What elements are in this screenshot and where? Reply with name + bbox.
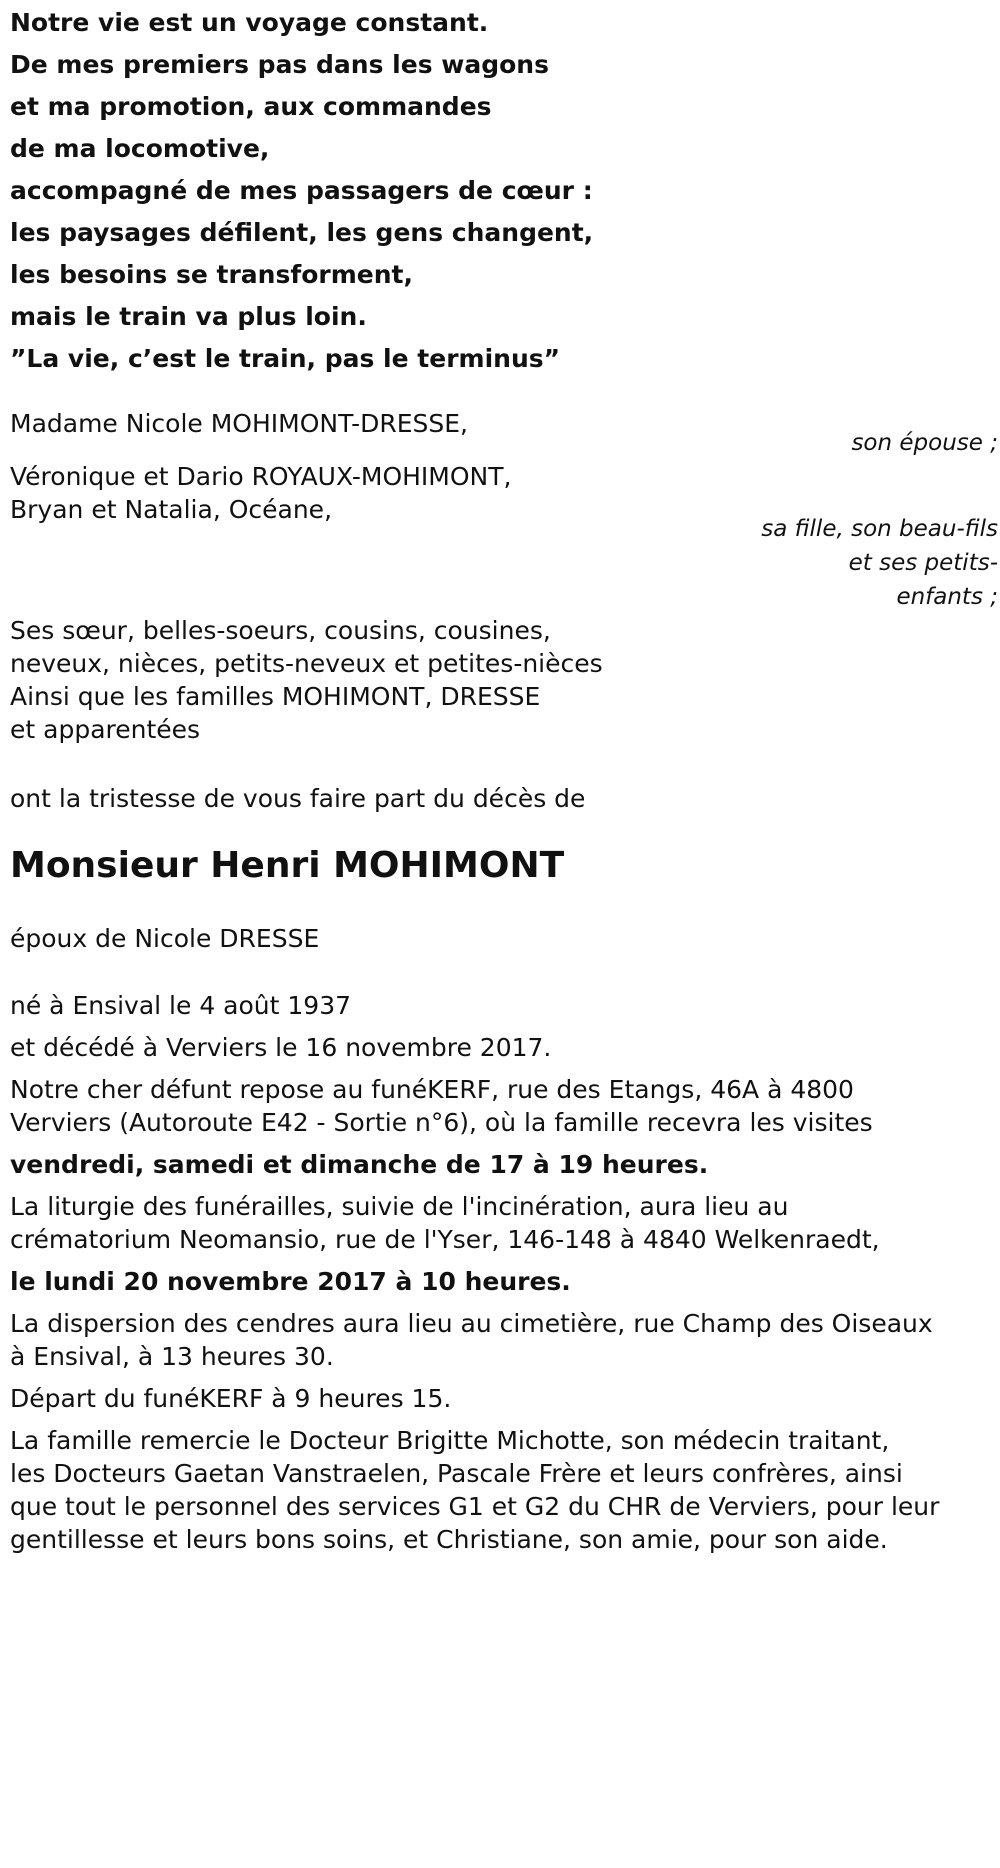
announcement: ont la tristesse de vous faire part du décès de (10, 784, 586, 813)
spouse-name: Madame Nicole MOHIMONT-DRESSE, (10, 409, 468, 438)
poem-line: de ma locomotive, (10, 134, 270, 163)
liturgy-line: La liturgie des funérailles, suivie de l'incinération, aura lieu au (10, 1192, 789, 1221)
thanks-line: gentillesse et leurs bons soins, et Christiane, son amie, pour son aide. (10, 1525, 888, 1554)
dispersion-line: La dispersion des cendres aura lieu au cimetière, rue Champ des Oiseaux (10, 1309, 933, 1338)
death-info: et décédé à Verviers le 16 novembre 2017. (10, 1033, 552, 1062)
relatives-line: Ainsi que les familles MOHIMONT, DRESSE (10, 682, 541, 711)
dispersion-line: à Ensival, à 13 heures 30. (10, 1342, 334, 1371)
children-relation: et ses petits- (848, 550, 998, 576)
thanks-line: La famille remercie le Docteur Brigitte Michotte, son médecin traitant, (10, 1426, 890, 1455)
visits-schedule: vendredi, samedi et dimanche de 17 à 19 heures. (10, 1150, 709, 1179)
repose-line: Verviers (Autoroute E42 - Sortie n°6), où la famille recevra les visites (10, 1108, 873, 1137)
poem-line: les besoins se transforment, (10, 260, 413, 289)
children-line: Bryan et Natalia, Océane, (10, 495, 333, 524)
children-relation: sa fille, son beau-fils (761, 516, 998, 542)
children-line: Véronique et Dario ROYAUX-MOHIMONT, (10, 462, 512, 491)
poem-line: De mes premiers pas dans les wagons (10, 50, 549, 79)
relatives-line: Ses sœur, belles-soeurs, cousins, cousines, (10, 616, 551, 645)
poem-line: accompagné de mes passagers de cœur : (10, 176, 593, 205)
poem-line: et ma promotion, aux commandes (10, 92, 492, 121)
thanks-line: que tout le personnel des services G1 et G2 du CHR de Verviers, pour leur (10, 1492, 940, 1521)
relatives-line: neveux, nièces, petits-neveux et petites-nièces (10, 649, 603, 678)
thanks-line: les Docteurs Gaetan Vanstraelen, Pascale Frère et leurs confrères, ainsi (10, 1459, 903, 1488)
children-relation: enfants ; (896, 584, 998, 610)
departure-info: Départ du funéKERF à 9 heures 15. (10, 1384, 452, 1413)
deceased-name: Monsieur Henri MOHIMONT (10, 845, 565, 886)
relatives-line: et apparentées (10, 715, 201, 744)
husband-of: époux de Nicole DRESSE (10, 924, 320, 953)
poem-line: mais le train va plus loin. (10, 302, 367, 331)
poem-line: Notre vie est un voyage constant. (10, 8, 489, 37)
liturgy-line: crématorium Neomansio, rue de l'Yser, 146-148 à 4840 Welkenraedt, (10, 1225, 880, 1254)
birth-info: né à Ensival le 4 août 1937 (10, 991, 352, 1020)
poem-line: les paysages défilent, les gens changent, (10, 218, 594, 247)
liturgy-date: le lundi 20 novembre 2017 à 10 heures. (10, 1267, 571, 1296)
repose-line: Notre cher défunt repose au funéKERF, rue des Etangs, 46A à 4800 (10, 1075, 854, 1104)
poem-line: ”La vie, c’est le train, pas le terminus” (10, 344, 561, 373)
spouse-relation: son épouse ; (851, 430, 998, 456)
